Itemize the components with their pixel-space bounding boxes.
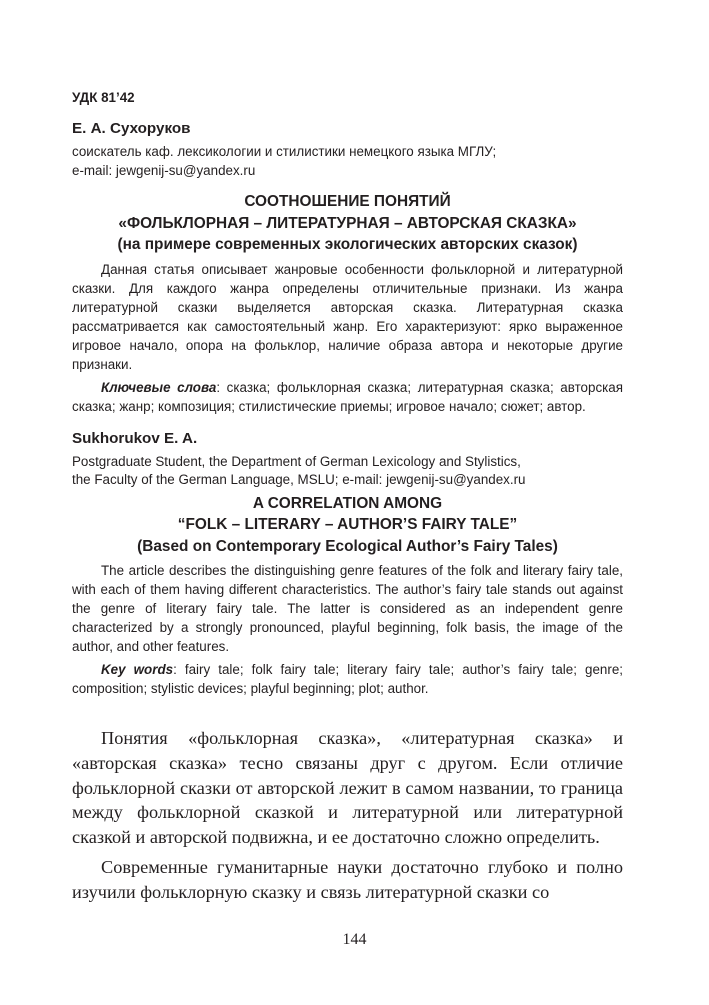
keywords-ru-label: Ключевые слова — [101, 379, 217, 395]
title-ru-line2: «ФОЛЬКЛОРНАЯ – ЛИТЕРАТУРНАЯ – АВТОРСКАЯ СКАЗКА» — [118, 214, 577, 232]
affiliation-en-line2: the Faculty of the German Language, MSLU; e-mail: jewgenij-su@yandex.ru — [72, 472, 526, 487]
author-affiliation-ru — [72, 143, 623, 180]
abstract-ru-text: Данная статья описывает жанровые особенности фольклорной и литературной сказки. Для каждого жанра определены отличительные признаки. Из жанра литературной сказки выделяется авторская сказка. Литературная сказка рассматривается как самостоятельный жанр. Его характеризуют: ярко выраженное игровое начало, опора на фольклор, наличие образа автора и некоторые другие признаки. — [72, 261, 623, 372]
keywords-en-text: : fairy tale; folk fairy tale; literary fairy tale; author’s fairy tale; genre; composition; stylistic devices; playful beginning; plot; author. — [72, 662, 623, 696]
title-en-line2: “FOLK – LITERARY – AUTHOR’S FAIRY TALE” — [177, 516, 518, 533]
article-page — [72, 88, 623, 905]
article-title-ru — [72, 191, 623, 256]
title-ru-line3: (на примере современных экологических авторских сказок) — [117, 236, 578, 253]
affiliation-en-line1: Postgraduate Student, the Department of German Lexicology and Stylistics, — [72, 453, 521, 469]
abstract-en — [72, 561, 623, 698]
abstract-en-text: The article describes the distinguishing genre features of the folk and literary fairy tale, with each of them having different characteristics. The author’s fairy tale stands out against the genre of literary fairy tale. The latter is considered as an independent genre characterized by a strongly pronounced, playful beginning, folk basis, the image of the author, and other features. — [72, 563, 623, 654]
title-ru-line1: СООТНОШЕНИЕ ПОНЯТИЙ — [244, 193, 451, 210]
article-body — [72, 726, 623, 905]
title-en-line1: A CORRELATION AMONG — [252, 494, 443, 512]
title-en-line3: (Based on Contemporary Ecological Author’s Fairy Tales) — [137, 537, 558, 555]
keywords-en-label: Key words — [101, 662, 174, 677]
affiliation-ru-line2: e-mail: jewgenij-su@yandex.ru — [72, 162, 256, 178]
affiliation-ru-line1: соискатель каф. лексикологии и стилистики немецкого языка МГЛУ; — [72, 144, 497, 159]
body-paragraph: Понятия «фольклорная сказка», «литературная сказка» и «авторская сказка» тесно связаны друг с другом. Если отличие фольклорной сказки от авторской лежит в самом названии, то граница между фольклорной сказкой и литературной или литературной сказкой и авторской подвижна, и ее достаточно сложно определить. — [72, 728, 623, 848]
page-number: 144 — [342, 931, 367, 948]
keywords-en — [72, 660, 623, 698]
article-title-en — [72, 493, 623, 558]
keywords-ru — [72, 378, 623, 416]
author-name-en: Sukhorukov E. A. — [72, 429, 198, 447]
author-affiliation-en — [72, 453, 623, 490]
udk-code: УДК 81’42 — [72, 90, 135, 105]
abstract-ru — [72, 260, 623, 416]
keywords-ru-text: : сказка; фольклорная сказка; литературная сказка; авторская сказка; жанр; композиция; стилистические приемы; игровое начало; сюжет; автор. — [72, 379, 623, 414]
body-paragraph: Современные гуманитарные науки достаточно глубоко и полно изучили фольклорную сказку и связь литературной сказки со — [72, 856, 623, 902]
author-name-ru: Е. А. Сухоруков — [72, 120, 191, 137]
